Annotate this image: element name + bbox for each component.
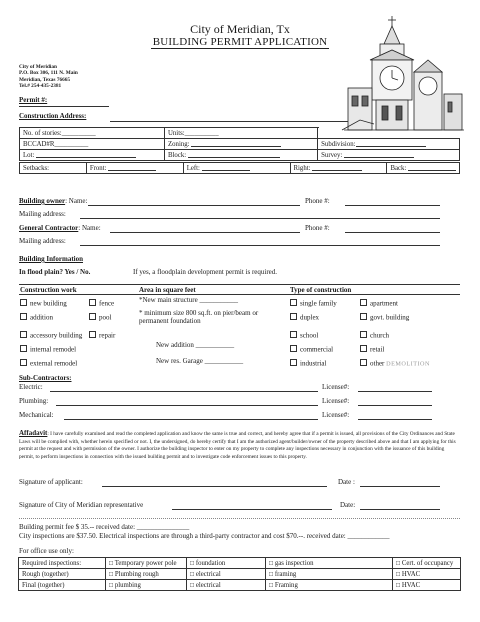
back-cell[interactable]: Back: — [387, 163, 460, 174]
checkbox-icon[interactable]: □ — [269, 581, 275, 589]
block-cell[interactable]: Block: — [165, 150, 318, 161]
office-address: City of Meridian P.O. Box 306, 111 N. Main Meridian, Texas 76665 Tel.# 254-435-2381 — [19, 64, 78, 90]
setbacks-cell: Setbacks: — [20, 163, 87, 174]
demolition-label: DEMOLITION — [386, 360, 430, 368]
form-title: BUILDING PERMIT APPLICATION — [152, 36, 328, 48]
general-contractor-row — [19, 224, 101, 232]
type-commercial[interactable]: commercial — [290, 345, 333, 354]
checkbox-icon[interactable]: □ — [190, 570, 196, 578]
construction-section — [19, 284, 460, 373]
subcontractors-heading: Sub-Contractors: — [19, 374, 72, 382]
table-cell[interactable]: □ Plumbing rough — [106, 569, 187, 580]
permit-number-label: Permit #: — [19, 96, 48, 104]
checkbox-icon[interactable] — [89, 313, 96, 320]
checkbox-icon[interactable] — [290, 313, 297, 320]
checkbox-icon[interactable] — [20, 313, 27, 320]
gc-name-field[interactable] — [110, 232, 300, 233]
area-new-addition[interactable]: New addition ___________ — [156, 341, 235, 349]
table-row — [19, 569, 461, 580]
checkbox-icon[interactable]: □ — [269, 570, 275, 578]
flood-plain-note: If yes, a floodplain development permit is required. — [133, 268, 278, 276]
construction-address-label: Construction Address: — [19, 112, 87, 120]
units-cell[interactable]: Units:__________ — [165, 128, 318, 139]
permit-number-field[interactable] — [19, 106, 109, 107]
city-rep-signature-label: Signature of City of Meridian representative — [19, 501, 144, 509]
type-govt-building[interactable]: govt. building — [360, 313, 409, 322]
work-fence[interactable]: fence — [89, 299, 114, 308]
checkbox-icon[interactable]: □ — [190, 581, 196, 589]
gc-mailing-field[interactable] — [80, 245, 440, 246]
checkbox-icon[interactable]: □ — [396, 559, 402, 567]
left-cell[interactable]: Left: — [183, 163, 290, 174]
mechanical-field[interactable] — [64, 419, 318, 420]
plumbing-license-label: License#: — [322, 397, 350, 405]
owner-name-label: : Name: — [65, 197, 88, 205]
checkbox-icon[interactable] — [290, 359, 297, 366]
table-cell[interactable]: □ HVAC — [393, 569, 461, 580]
property-grid — [19, 127, 460, 174]
work-addition[interactable]: addition — [20, 313, 53, 322]
type-school[interactable]: school — [290, 331, 318, 340]
subdivision-cell[interactable]: Subdivision: — [318, 139, 460, 150]
flood-plain-question: In flood plain? Yes / No. — [19, 268, 91, 276]
checkbox-icon[interactable]: □ — [109, 559, 115, 567]
front-cell[interactable]: Front: — [86, 163, 183, 174]
checkbox-icon[interactable] — [360, 359, 367, 366]
bccad-cell[interactable]: BCCAD#R__________ — [20, 139, 165, 150]
lot-cell[interactable]: Lot: — [20, 150, 165, 161]
checkbox-icon[interactable]: □ — [396, 570, 402, 578]
mechanical-license-field[interactable] — [358, 419, 432, 420]
table-cell[interactable]: □ Temporary power pole — [106, 558, 187, 569]
general-contractor-label: General Contractor — [19, 224, 79, 232]
checkbox-icon[interactable] — [360, 331, 367, 338]
checkbox-icon[interactable] — [20, 359, 27, 366]
work-internal-remodel[interactable]: internal remodel — [20, 345, 76, 354]
checkbox-icon[interactable] — [360, 345, 367, 352]
work-repair[interactable]: repair — [89, 331, 115, 340]
work-external-remodel[interactable]: external remodel — [20, 359, 77, 368]
gc-mailing-label: Mailing address: — [19, 237, 66, 245]
table-cell[interactable]: □ Cert. of occupancy — [393, 558, 461, 569]
table-cell[interactable]: □ gas inspection — [266, 558, 393, 569]
city-title: City of Meridian, Tx — [190, 22, 290, 36]
owner-mailing-field[interactable] — [80, 218, 440, 219]
type-church[interactable]: church — [360, 331, 389, 340]
owner-mailing-label: Mailing address: — [19, 210, 66, 218]
gc-phone-label: Phone #: — [305, 224, 330, 232]
type-heading: Type of construction — [290, 286, 352, 294]
table-row — [19, 558, 461, 569]
electric-label: Electric: — [19, 383, 43, 391]
checkbox-icon[interactable]: □ — [109, 570, 115, 578]
zoning-cell[interactable]: Zoning: — [165, 139, 318, 150]
area-heading: Area in square feet — [139, 286, 196, 294]
checkbox-icon[interactable] — [290, 299, 297, 306]
construction-work-heading: Construction work — [20, 286, 77, 294]
type-industrial[interactable]: industrial — [290, 359, 326, 368]
table-cell[interactable]: □ electrical — [187, 580, 266, 591]
area-minimum-note: * minimum size 800 sq.ft. on pier/beam or permanent foundation — [139, 309, 259, 325]
checkbox-icon[interactable] — [360, 299, 367, 306]
type-single-family[interactable]: single family — [290, 299, 337, 308]
checkbox-icon[interactable] — [290, 345, 297, 352]
applicant-signature-label: Signature of applicant: — [19, 478, 83, 486]
plumbing-field[interactable] — [56, 405, 318, 406]
building-owner-row — [19, 197, 87, 205]
table-cell[interactable]: □ Framing — [266, 580, 393, 591]
checkbox-icon[interactable]: □ — [190, 559, 196, 567]
mechanical-license-label: License#: — [322, 411, 350, 419]
electric-field[interactable] — [50, 391, 318, 392]
date2-label: Date: — [340, 501, 356, 509]
affidavit-text: Affadavit: I have carefully examined and read the completed application and know the same is true and correct, and hereby agree that if a permit is issued, all provisions of the City Ordinances and State Laws will be complied with, whether herein specified or not. I, the undersigned, do hereby certify that I am the authorized agent/builder/owner of the property described above and that I am applying for this permit at the request and with permission of the owner. I authorize the building inspector to enter on my property to complete any inspections necessary in conjunction with the issuance of this building permit, to perform inspections in connection with the issued building permit and to investigate code enforcement issues to this property. — [19, 429, 456, 460]
checkbox-icon[interactable]: □ — [269, 559, 275, 567]
work-accessory-building[interactable]: accessory building — [20, 331, 82, 340]
date1-field[interactable] — [360, 486, 440, 487]
table-cell[interactable]: □ plumbing — [106, 580, 187, 591]
table-cell[interactable]: □ framing — [266, 569, 393, 580]
type-apartment[interactable]: apartment — [360, 299, 398, 308]
area-new-main-structure[interactable]: *New main structure ___________ — [139, 296, 238, 304]
building-info-heading: Building Information — [19, 255, 83, 263]
checkbox-icon[interactable] — [20, 299, 27, 306]
clock-tower-illustration — [340, 14, 468, 134]
no-of-stories-cell[interactable]: No. of stories:__________ — [20, 128, 165, 139]
checkbox-icon[interactable] — [20, 331, 27, 338]
table-cell: Rough (together) — [19, 569, 106, 580]
right-cell[interactable]: Right: — [290, 163, 387, 174]
owner-phone-label: Phone #: — [305, 197, 330, 205]
plumbing-label: Plumbing: — [19, 397, 49, 405]
work-pool[interactable]: pool — [89, 313, 111, 322]
office-use-heading: For office use only: — [19, 547, 74, 555]
table-cell[interactable]: □ electrical — [187, 569, 266, 580]
checkbox-icon[interactable] — [89, 331, 96, 338]
survey-cell[interactable]: Survey: — [318, 150, 460, 161]
area-new-res-garage[interactable]: New res. Garage ___________ — [156, 357, 244, 365]
city-rep-signature-field[interactable] — [172, 509, 332, 510]
office-use-table — [18, 557, 461, 591]
mechanical-label: Mechanical: — [19, 411, 54, 419]
construction-address-field[interactable] — [110, 121, 348, 122]
owner-phone-field[interactable] — [345, 205, 440, 206]
checkbox-icon[interactable]: □ — [109, 581, 115, 589]
applicant-signature-field[interactable] — [102, 486, 327, 487]
type-retail[interactable]: retail — [360, 345, 384, 354]
table-cell[interactable]: □ HVAC — [393, 580, 461, 591]
gc-phone-field[interactable] — [345, 232, 440, 233]
building-owner-label: Building owner — [19, 197, 66, 205]
inspection-fee-line: City inspections are $37.50. Electrical inspections are through a third-party contractor and cost $70.--. received date: ____________ — [19, 532, 390, 540]
electric-license-label: License#: — [322, 383, 350, 391]
table-cell: Required inspections: — [19, 558, 106, 569]
electric-license-field[interactable] — [358, 391, 432, 392]
checkbox-icon[interactable]: □ — [396, 581, 402, 589]
checkbox-icon[interactable] — [360, 313, 367, 320]
work-new-building[interactable]: new building — [20, 299, 67, 308]
checkbox-icon[interactable] — [89, 299, 96, 306]
date2-field[interactable] — [360, 509, 440, 510]
date1-label: Date : — [338, 478, 355, 486]
gc-name-label: : Name: — [78, 224, 101, 232]
plumbing-license-field[interactable] — [358, 405, 432, 406]
table-cell: Final (together) — [19, 580, 106, 591]
permit-fee-line: Building permit fee $ 35.-- received date: _______________ — [19, 523, 190, 531]
table-cell[interactable]: □ foundation — [187, 558, 266, 569]
grid-spacer — [318, 128, 460, 139]
checkbox-icon[interactable] — [20, 345, 27, 352]
owner-name-field[interactable] — [88, 205, 300, 206]
type-other[interactable]: other DEMOLITION — [360, 359, 430, 368]
type-duplex[interactable]: duplex — [290, 313, 319, 322]
checkbox-icon[interactable] — [290, 331, 297, 338]
table-row — [19, 580, 461, 591]
